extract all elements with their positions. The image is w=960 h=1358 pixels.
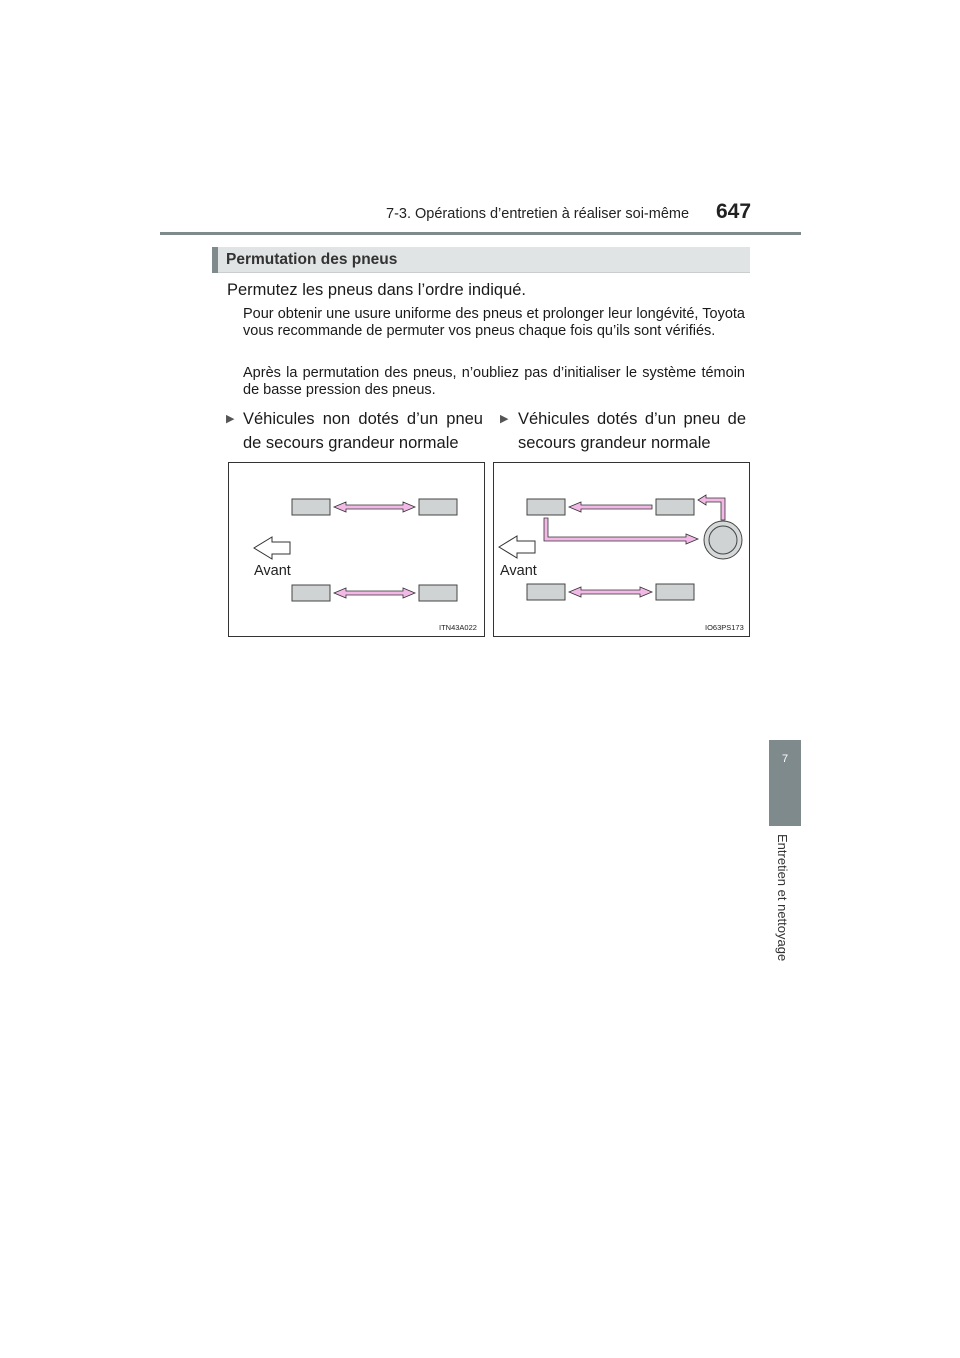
column-heading-with-spare: Véhicules dotés d’un pneu de secours grandeur normale	[518, 410, 746, 452]
page-number: 647	[716, 200, 752, 223]
tire-rear-right	[656, 584, 694, 600]
chapter-title: Entretien et nettoyage	[775, 834, 790, 962]
section-title: Permutation des pneus	[226, 251, 398, 268]
figure-code: ITN43A022	[439, 623, 477, 632]
tire-rear-left	[419, 499, 457, 515]
tire-rear-right	[419, 585, 457, 601]
tire-front-right	[292, 585, 330, 601]
bullet-triangle-icon: ▶	[226, 413, 235, 425]
chapter-number: 7	[781, 753, 789, 765]
column-heading-no-spare: Véhicules non dotés d’un pneu de secours grandeur normale	[243, 410, 483, 452]
paragraph-wear: Pour obtenir une usure uniforme des pneus et prolonger leur longévité, Toyota vous recommande de permuter vos pneus chaque fois qu’ils sont vérifiés.	[243, 306, 745, 339]
figure-with-spare	[493, 462, 750, 637]
header-rule	[160, 232, 801, 235]
bullet-triangle-icon: ▶	[500, 413, 509, 425]
figure-no-spare	[228, 462, 485, 637]
paragraph-tpms: Après la permutation des pneus, n’oubliez pas d’initialiser le système témoin de basse pression des pneus.	[243, 365, 745, 398]
header-section-title: 7-3. Opérations d’entretien à réaliser soi-même	[386, 206, 690, 222]
spare-tire-icon	[704, 521, 742, 559]
intro-text: Permutez les pneus dans l’ordre indiqué.	[227, 281, 527, 299]
front-label: Avant	[500, 563, 537, 579]
tire-front-left	[292, 499, 330, 515]
tire-front-right	[527, 584, 565, 600]
figure-code: IO63PS173	[705, 623, 744, 632]
section-title-accent	[212, 247, 218, 273]
tire-front-left	[527, 499, 565, 515]
front-label: Avant	[254, 563, 291, 579]
tire-rear-left	[656, 499, 694, 515]
